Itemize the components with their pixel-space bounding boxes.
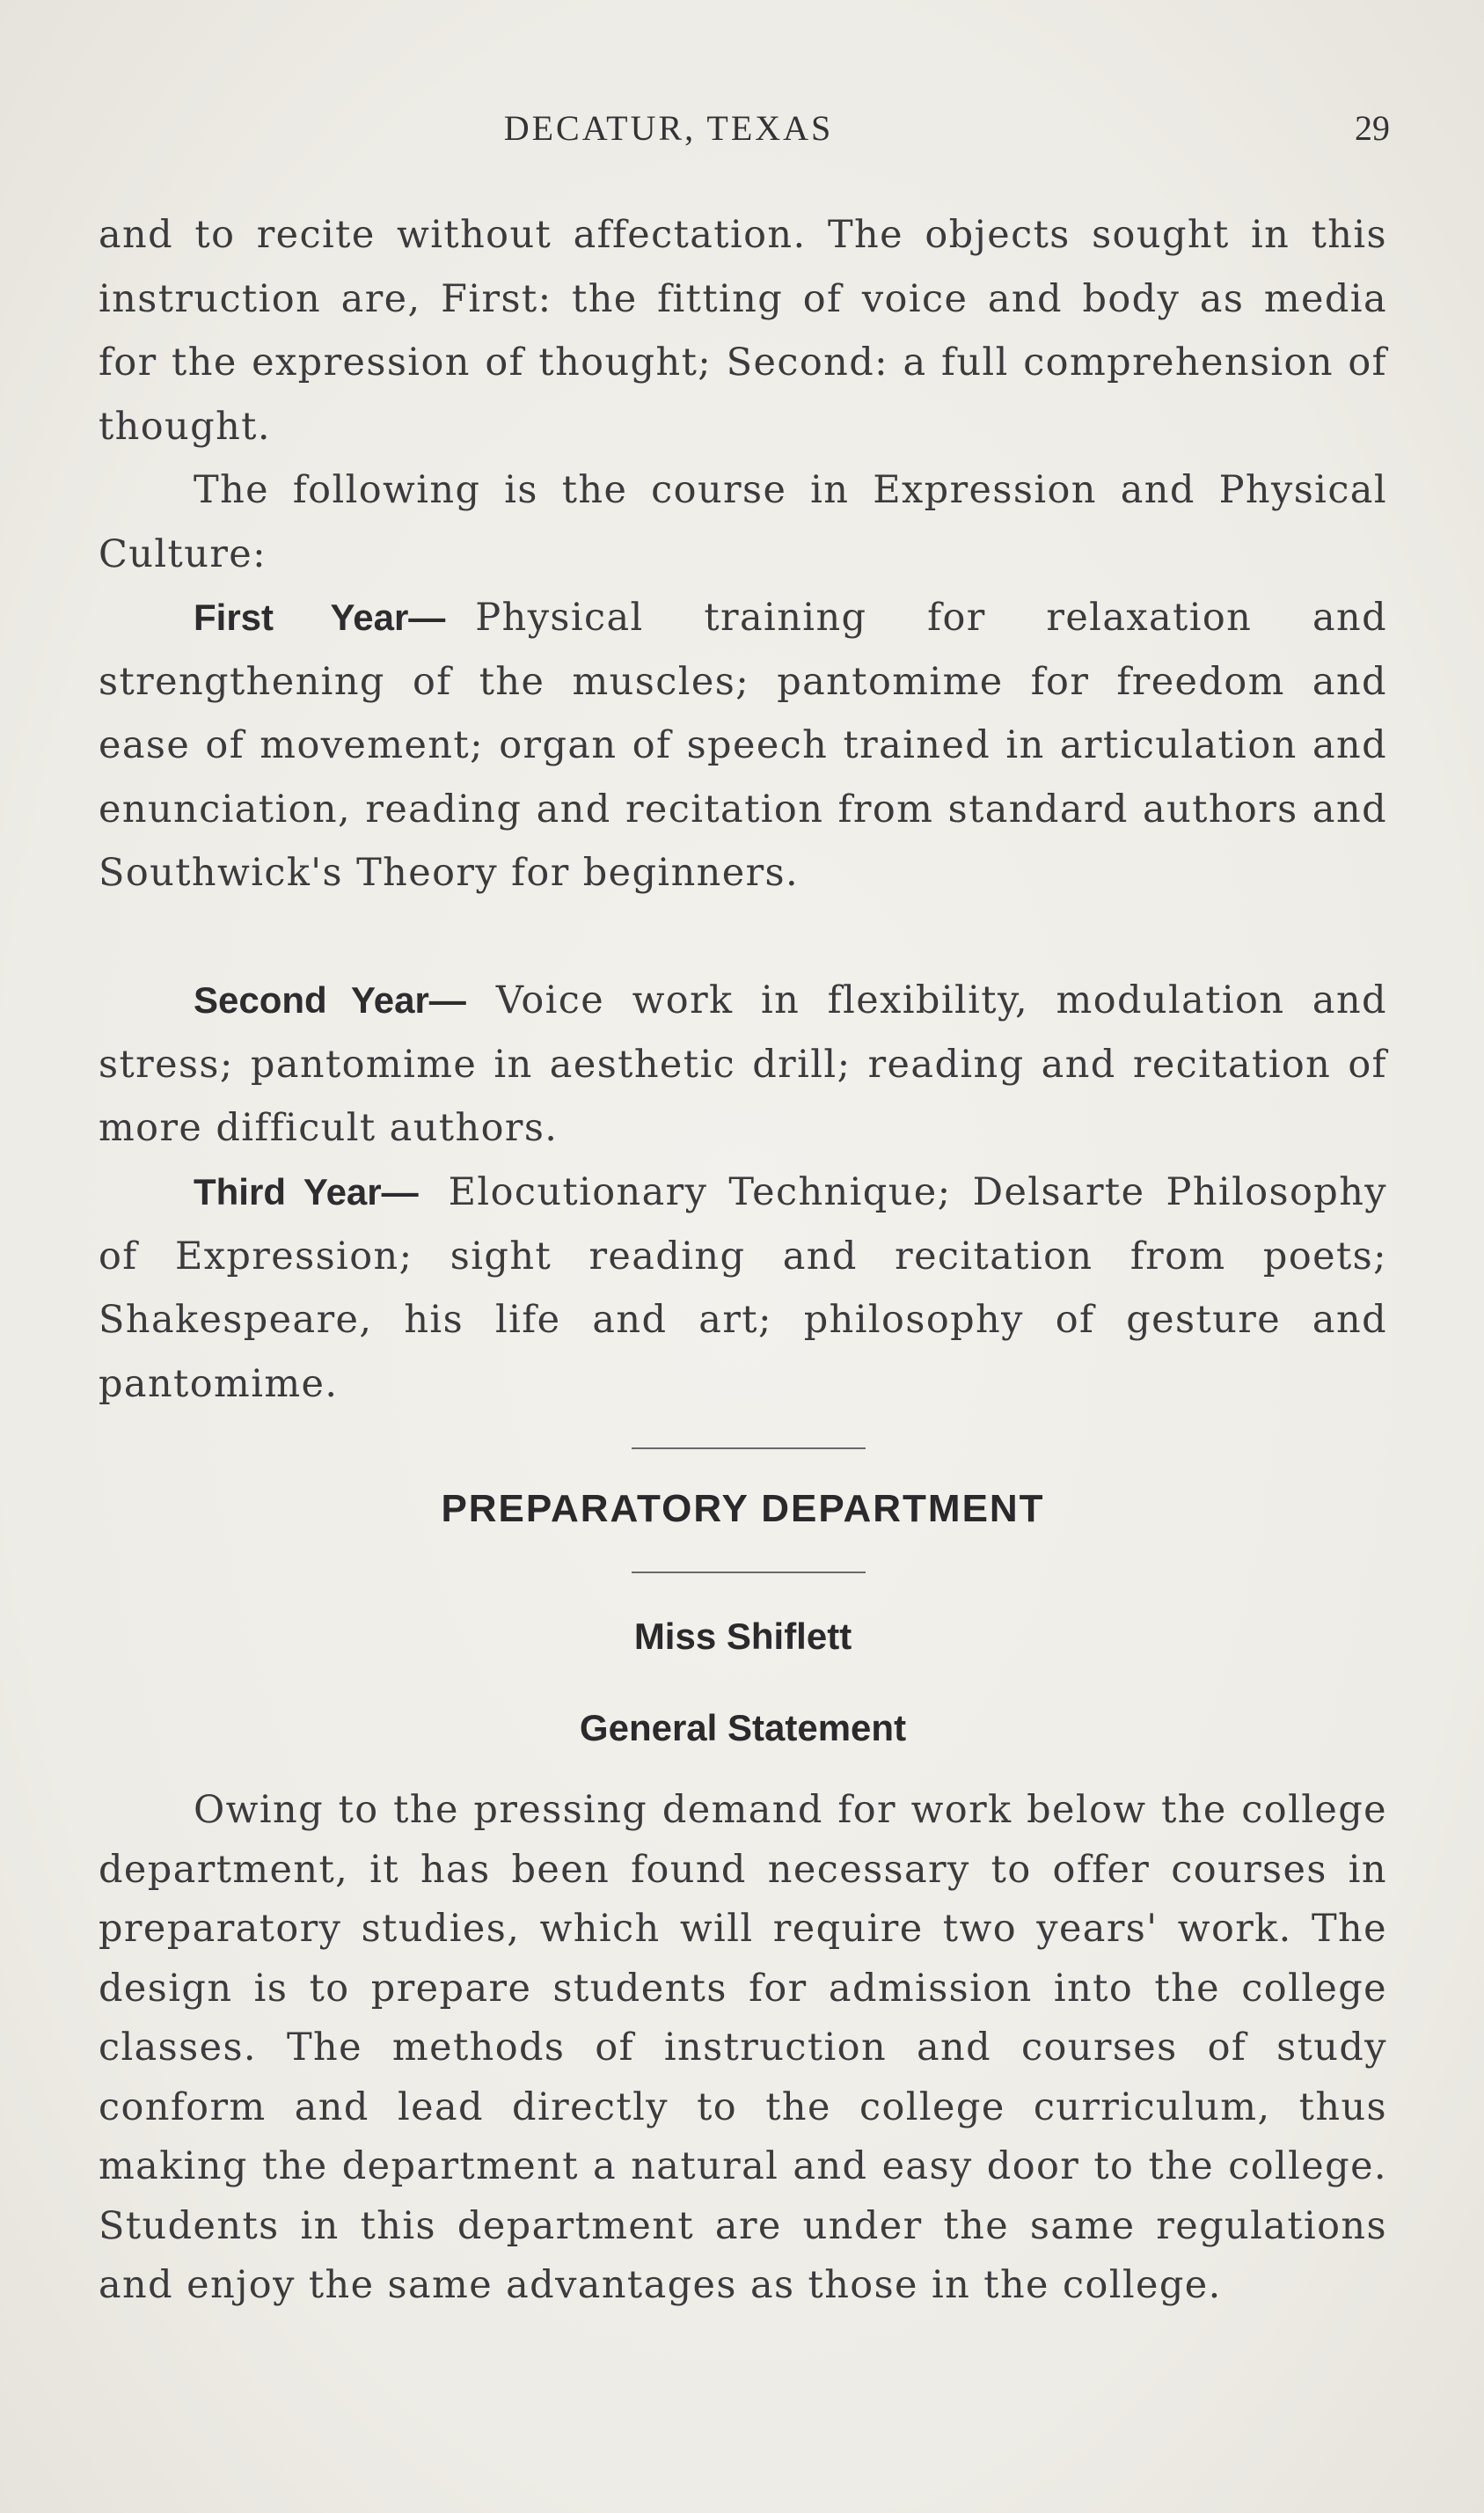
heading-underline [632, 1572, 866, 1573]
first-year-paragraph [99, 586, 1387, 905]
section-divider [632, 1447, 866, 1449]
running-title: DECATUR, TEXAS [503, 108, 834, 148]
teacher-name: Miss Shiflett [633, 1616, 852, 1657]
page-number: 29 [1355, 108, 1390, 148]
second-year-text: Voice work in flexibility, modulation and stress; pantomime in aesthetic drill; reading and recitation of more difficult authors. [99, 978, 1387, 1150]
running-header [97, 107, 1390, 151]
course-intro-paragraph: The following is the course in Expression and Physical Culture: [99, 468, 1387, 576]
department-heading: PREPARATORY DEPARTMENT [441, 1487, 1045, 1530]
first-year-label: First Year— [194, 597, 446, 638]
preparatory-body-paragraph: Owing to the pressing demand for work below the college department, it has been found necessary to offer courses in preparatory studies, which will require two years' work. The design is to prepare students for admission into the college classes. The methods of instruction and courses of study conform and lead directly to the college curriculum, thus making the department a natural and easy door to the college. Students in this department are under the same regulations and enjoy the same advantages as those in the college. [99, 1788, 1387, 2307]
third-year-label: Third Year— [194, 1171, 419, 1213]
third-year-text: Elocutionary Technique; Delsarte Philosophy of Expression; sight reading and recitation from poets; Shakespeare, his life and art; philosophy of gesture and pantomime. [99, 1170, 1387, 1406]
third-year-paragraph [99, 1161, 1387, 1416]
second-year-paragraph [99, 969, 1387, 1161]
first-year-text: Physical training for relaxation and strengthening of the muscles; pantomime for freedom and ease of movement; organ of speech trained in articulation and enunciation, reading and recitation from standard authors and Southwick's Theory for beginners. [99, 596, 1388, 895]
expression-intro-paragraph: and to recite without affectation. The objects sought in this instruction are, First: the fitting of voice and body as media for the expression of thought; Second: a full comprehension of thought. [99, 213, 1387, 449]
subheading-general-statement: General Statement [579, 1707, 907, 1748]
second-year-label: Second Year— [194, 979, 466, 1021]
